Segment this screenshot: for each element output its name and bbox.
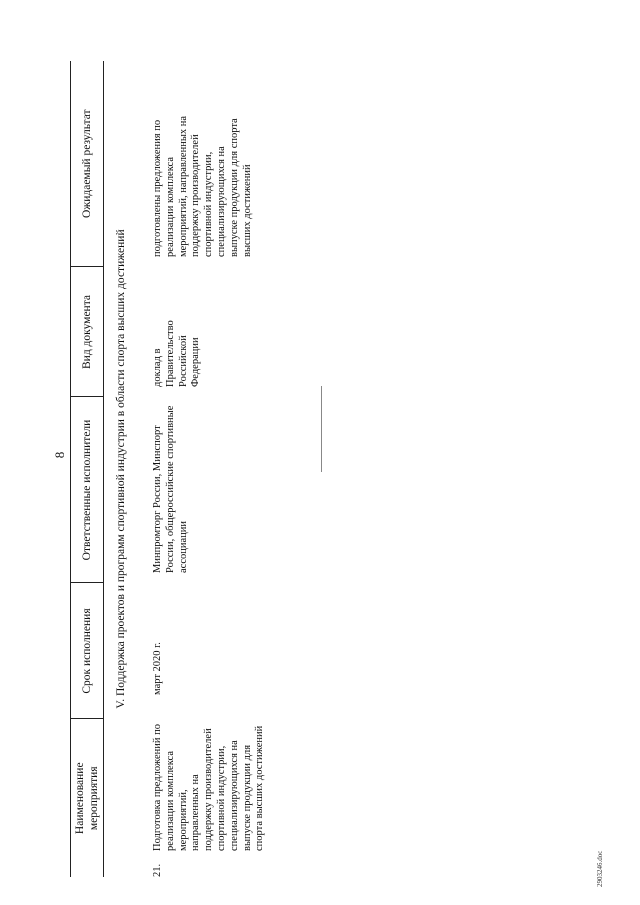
rotated-landscape-page <box>10 15 610 895</box>
section-row <box>104 61 139 877</box>
table-row <box>138 61 267 877</box>
header-activity-name: Наименование мероприятия <box>71 719 104 877</box>
action-plan-table <box>70 61 267 877</box>
header-deadline: Срок исполнения <box>71 583 104 719</box>
expected-result-cell: подготовлены предложения по реализации комплекса мероприятий, направленных на поддержку производителей спортивной индустрии, специализирующихся на выпуске продукции для спорта высших достижений <box>152 115 253 257</box>
footer-document-stamp: 2903246.doc <box>596 850 604 887</box>
section-title: V. Поддержка проектов и программ спортивной индустрии в области спорта высших достижений <box>104 61 139 877</box>
page-number: 8 <box>52 451 67 459</box>
header-executors: Ответственные исполнители <box>71 397 104 583</box>
header-expected-result: Ожидаемый результат <box>71 61 104 267</box>
end-of-table-divider <box>321 386 322 472</box>
table-header-row <box>71 61 104 877</box>
activity-cell <box>138 719 267 877</box>
row-number: 21. <box>152 863 164 877</box>
header-document-type: Вид документа <box>71 267 104 397</box>
activity-name: Подготовка предложений по реализации комплекса мероприятий, направленных на поддержку производителей спортивной индустрии, специализирующихся на выпуске продукции для спорта высших достижений <box>152 723 266 851</box>
executors-cell: Минпромторг России, Минспорт России, общероссийские спортивные ассоциации <box>152 405 189 573</box>
deadline-cell: март 2020 г. <box>152 642 164 695</box>
document-type-cell: доклад в Правительство Российской Федерации <box>152 320 202 387</box>
